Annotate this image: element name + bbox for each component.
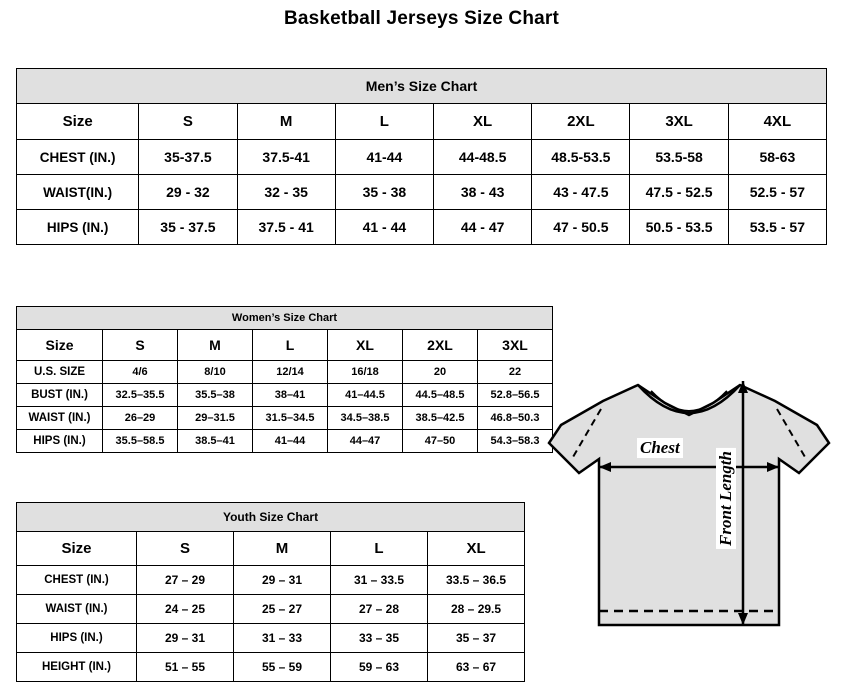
row-label: BUST (IN.) <box>17 384 103 407</box>
youth-size-chart-table <box>16 502 525 682</box>
row-label: CHEST (IN.) <box>17 140 139 175</box>
table-cell: 38.5–41 <box>178 430 253 453</box>
table-row <box>17 430 553 453</box>
table-cell: 8/10 <box>178 361 253 384</box>
column-header-m: M <box>178 330 253 361</box>
table-cell: 35.5–38 <box>178 384 253 407</box>
column-header-xl: XL <box>428 532 525 566</box>
table-row <box>17 361 553 384</box>
table-cell: 38 - 43 <box>434 175 532 210</box>
table-cell: 20 <box>403 361 478 384</box>
womens-chart-caption: Women’s Size Chart <box>17 307 553 330</box>
table-cell: 38.5–42.5 <box>403 407 478 430</box>
table-cell: 31.5–34.5 <box>253 407 328 430</box>
table-cell: 53.5-58 <box>630 140 728 175</box>
table-row <box>17 175 827 210</box>
table-caption-row <box>17 307 553 330</box>
table-cell: 55 – 59 <box>234 653 331 682</box>
table-cell: 28 – 29.5 <box>428 595 525 624</box>
table-cell: 41-44 <box>335 140 433 175</box>
table-caption-row <box>17 503 525 532</box>
row-label: WAIST (IN.) <box>17 595 137 624</box>
table-cell: 32 - 35 <box>237 175 335 210</box>
table-cell: 54.3–58.3 <box>478 430 553 453</box>
table-cell: 47–50 <box>403 430 478 453</box>
table-cell: 29 – 31 <box>137 624 234 653</box>
column-header-4xl: 4XL <box>728 104 826 140</box>
table-cell: 41–44.5 <box>328 384 403 407</box>
table-row <box>17 407 553 430</box>
table-cell: 35-37.5 <box>139 140 237 175</box>
column-header-size: Size <box>17 104 139 140</box>
table-caption-row <box>17 69 827 104</box>
table-cell: 48.5-53.5 <box>532 140 630 175</box>
table-cell: 44–47 <box>328 430 403 453</box>
column-header-size: Size <box>17 532 137 566</box>
table-cell: 41 - 44 <box>335 210 433 245</box>
row-label: WAIST (IN.) <box>17 407 103 430</box>
mens-chart-caption: Men’s Size Chart <box>17 69 827 104</box>
youth-chart-caption: Youth Size Chart <box>17 503 525 532</box>
table-row <box>17 384 553 407</box>
table-row <box>17 653 525 682</box>
table-cell: 58-63 <box>728 140 826 175</box>
table-cell: 33 – 35 <box>331 624 428 653</box>
table-cell: 38–41 <box>253 384 328 407</box>
table-cell: 47.5 - 52.5 <box>630 175 728 210</box>
column-header-size: Size <box>17 330 103 361</box>
row-label: HIPS (IN.) <box>17 430 103 453</box>
row-label: HIPS (IN.) <box>17 624 137 653</box>
table-cell: 25 – 27 <box>234 595 331 624</box>
table-cell: 52.8–56.5 <box>478 384 553 407</box>
table-row <box>17 595 525 624</box>
mens-size-chart-table <box>16 68 827 245</box>
table-cell: 12/14 <box>253 361 328 384</box>
column-header-xl: XL <box>328 330 403 361</box>
row-label: WAIST(IN.) <box>17 175 139 210</box>
table-header-row <box>17 532 525 566</box>
front-length-measurement-label: Front Length <box>716 448 736 549</box>
table-cell: 44-48.5 <box>434 140 532 175</box>
table-cell: 35.5–58.5 <box>103 430 178 453</box>
table-cell: 32.5–35.5 <box>103 384 178 407</box>
table-cell: 59 – 63 <box>331 653 428 682</box>
table-cell: 50.5 - 53.5 <box>630 210 728 245</box>
jersey-measurement-diagram <box>543 363 839 668</box>
table-cell: 35 - 37.5 <box>139 210 237 245</box>
table-cell: 29 – 31 <box>234 566 331 595</box>
column-header-2xl: 2XL <box>403 330 478 361</box>
column-header-2xl: 2XL <box>532 104 630 140</box>
table-cell: 29 - 32 <box>139 175 237 210</box>
column-header-xl: XL <box>434 104 532 140</box>
column-header-s: S <box>139 104 237 140</box>
table-cell: 26–29 <box>103 407 178 430</box>
table-cell: 29–31.5 <box>178 407 253 430</box>
table-cell: 37.5 - 41 <box>237 210 335 245</box>
table-cell: 35 – 37 <box>428 624 525 653</box>
column-header-m: M <box>234 532 331 566</box>
shirt-outline <box>549 385 829 625</box>
table-cell: 51 – 55 <box>137 653 234 682</box>
column-header-3xl: 3XL <box>630 104 728 140</box>
table-cell: 46.8–50.3 <box>478 407 553 430</box>
table-cell: 47 - 50.5 <box>532 210 630 245</box>
table-cell: 24 – 25 <box>137 595 234 624</box>
column-header-m: M <box>237 104 335 140</box>
row-label: CHEST (IN.) <box>17 566 137 595</box>
column-header-3xl: 3XL <box>478 330 553 361</box>
table-cell: 27 – 29 <box>137 566 234 595</box>
column-header-l: L <box>253 330 328 361</box>
table-cell: 53.5 - 57 <box>728 210 826 245</box>
table-cell: 44.5–48.5 <box>403 384 478 407</box>
column-header-s: S <box>103 330 178 361</box>
chest-measurement-label: Chest <box>637 438 683 458</box>
table-cell: 52.5 - 57 <box>728 175 826 210</box>
table-cell: 31 – 33 <box>234 624 331 653</box>
womens-size-chart-table <box>16 306 553 453</box>
row-label: U.S. SIZE <box>17 361 103 384</box>
table-cell: 43 - 47.5 <box>532 175 630 210</box>
row-label: HIPS (IN.) <box>17 210 139 245</box>
table-cell: 34.5–38.5 <box>328 407 403 430</box>
table-cell: 22 <box>478 361 553 384</box>
table-cell: 31 – 33.5 <box>331 566 428 595</box>
table-cell: 44 - 47 <box>434 210 532 245</box>
column-header-l: L <box>331 532 428 566</box>
table-cell: 63 – 67 <box>428 653 525 682</box>
table-header-row <box>17 104 827 140</box>
table-row <box>17 566 525 595</box>
table-cell: 4/6 <box>103 361 178 384</box>
page-title: Basketball Jerseys Size Chart <box>283 8 560 29</box>
row-label: HEIGHT (IN.) <box>17 653 137 682</box>
table-cell: 33.5 – 36.5 <box>428 566 525 595</box>
table-cell: 27 – 28 <box>331 595 428 624</box>
table-cell: 37.5-41 <box>237 140 335 175</box>
table-row <box>17 140 827 175</box>
table-cell: 35 - 38 <box>335 175 433 210</box>
column-header-l: L <box>335 104 433 140</box>
table-row <box>17 624 525 653</box>
table-cell: 16/18 <box>328 361 403 384</box>
table-header-row <box>17 330 553 361</box>
column-header-s: S <box>137 532 234 566</box>
table-cell: 41–44 <box>253 430 328 453</box>
table-row <box>17 210 827 245</box>
